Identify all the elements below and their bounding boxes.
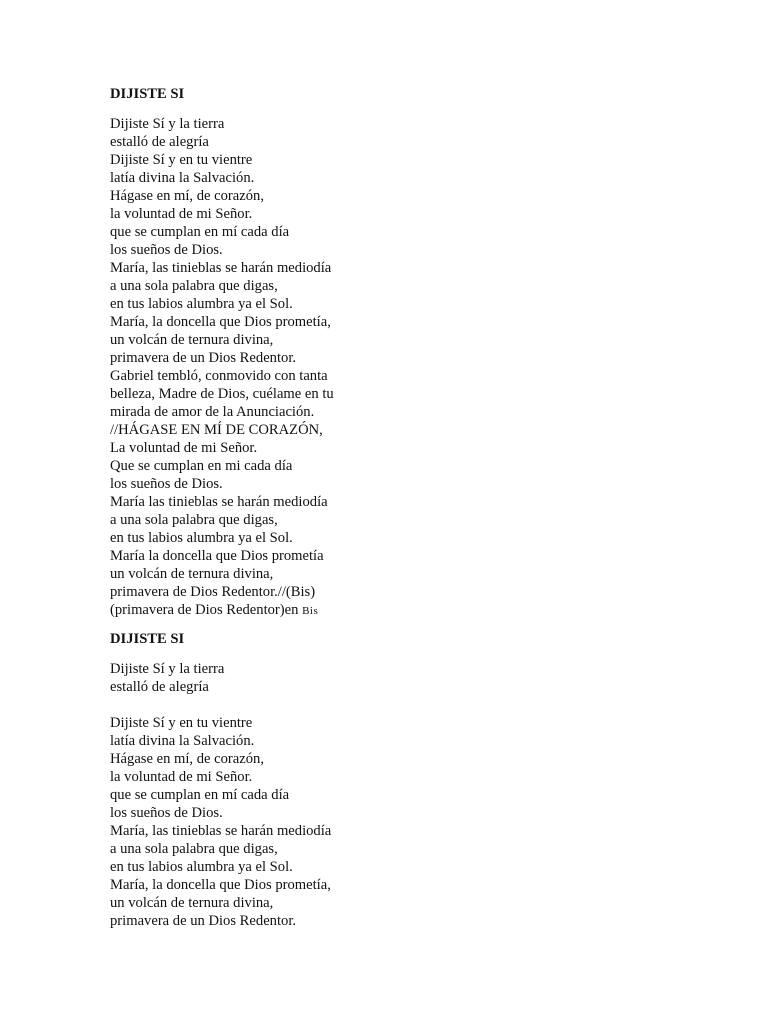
lyric-line: los sueños de Dios. [110,805,223,821]
lyric-line: la voluntad de mi Señor. [110,769,253,785]
lyric-line: María, la doncella que Dios prometía, [110,314,331,330]
lyric-line: María las tinieblas se harán mediodía [110,494,328,510]
lyric-line: en tus labios alumbra ya el Sol. [110,859,293,875]
lyric-line-last [110,601,710,620]
lyric-line: latía divina la Salvación. [110,733,255,749]
lyric-line: los sueños de Dios. [110,242,223,258]
lyric-line: Hágase en mí, de corazón, [110,188,264,204]
lyric-line: primavera de un Dios Redentor. [110,913,297,929]
lyric-line: a una sola palabra que digas, [110,278,278,294]
lyric-line: //HÁGASE EN MÍ DE CORAZÓN, [110,422,323,438]
lyric-line: Dijiste Sí y en tu vientre [110,715,253,731]
lyric-line: un volcán de ternura divina, [110,332,274,348]
lyric-line: María, las tinieblas se harán mediodía [110,823,332,839]
song-section-2 [110,630,710,930]
stanza-spacer [110,696,710,714]
lyric-line: un volcán de ternura divina, [110,566,274,582]
song-title: DIJISTE SI [110,631,185,647]
lyric-line: primavera de un Dios Redentor. [110,350,297,366]
lyric-line: Gabriel tembló, conmovido con tanta [110,368,328,384]
lyric-line: primavera de Dios Redentor.//(Bis) [110,584,316,600]
lyric-line: que se cumplan en mí cada día [110,787,290,803]
lyric-line-last-text: (primavera de Dios Redentor)en [110,602,303,618]
lyric-line: Dijiste Sí y la tierra [110,116,225,132]
lyric-line: Que se cumplan en mi cada día [110,458,293,474]
lyric-line: los sueños de Dios. [110,476,223,492]
lyric-line: un volcán de ternura divina, [110,895,274,911]
lyrics-intro-block [110,660,710,696]
lyrics-block [110,714,710,930]
lyric-line: Dijiste Sí y en tu vientre [110,152,253,168]
lyrics-block [110,115,710,620]
lyric-line: María, la doncella que Dios prometía, [110,877,331,893]
lyric-line: Dijiste Sí y la tierra [110,661,225,677]
bis-marker: Bis [302,605,319,617]
song-section-1 [110,85,710,620]
lyric-line: que se cumplan en mí cada día [110,224,290,240]
lyric-line: en tus labios alumbra ya el Sol. [110,530,293,546]
lyric-line: estalló de alegría [110,679,209,695]
lyric-line: belleza, Madre de Dios, cuélame en tu [110,386,334,402]
song-title: DIJISTE SI [110,86,185,102]
lyric-line: la voluntad de mi Señor. [110,206,253,222]
lyric-line: La voluntad de mi Señor. [110,440,258,456]
lyric-line: María, las tinieblas se harán mediodía [110,260,332,276]
lyric-line: Hágase en mí, de corazón, [110,751,264,767]
lyric-line: estalló de alegría [110,134,209,150]
lyric-line: a una sola palabra que digas, [110,841,278,857]
lyric-line: a una sola palabra que digas, [110,512,278,528]
document-page [110,85,710,930]
lyric-line: mirada de amor de la Anunciación. [110,404,315,420]
lyric-line: María la doncella que Dios prometía [110,548,324,564]
lyric-line: latía divina la Salvación. [110,170,255,186]
lyric-line: en tus labios alumbra ya el Sol. [110,296,293,312]
